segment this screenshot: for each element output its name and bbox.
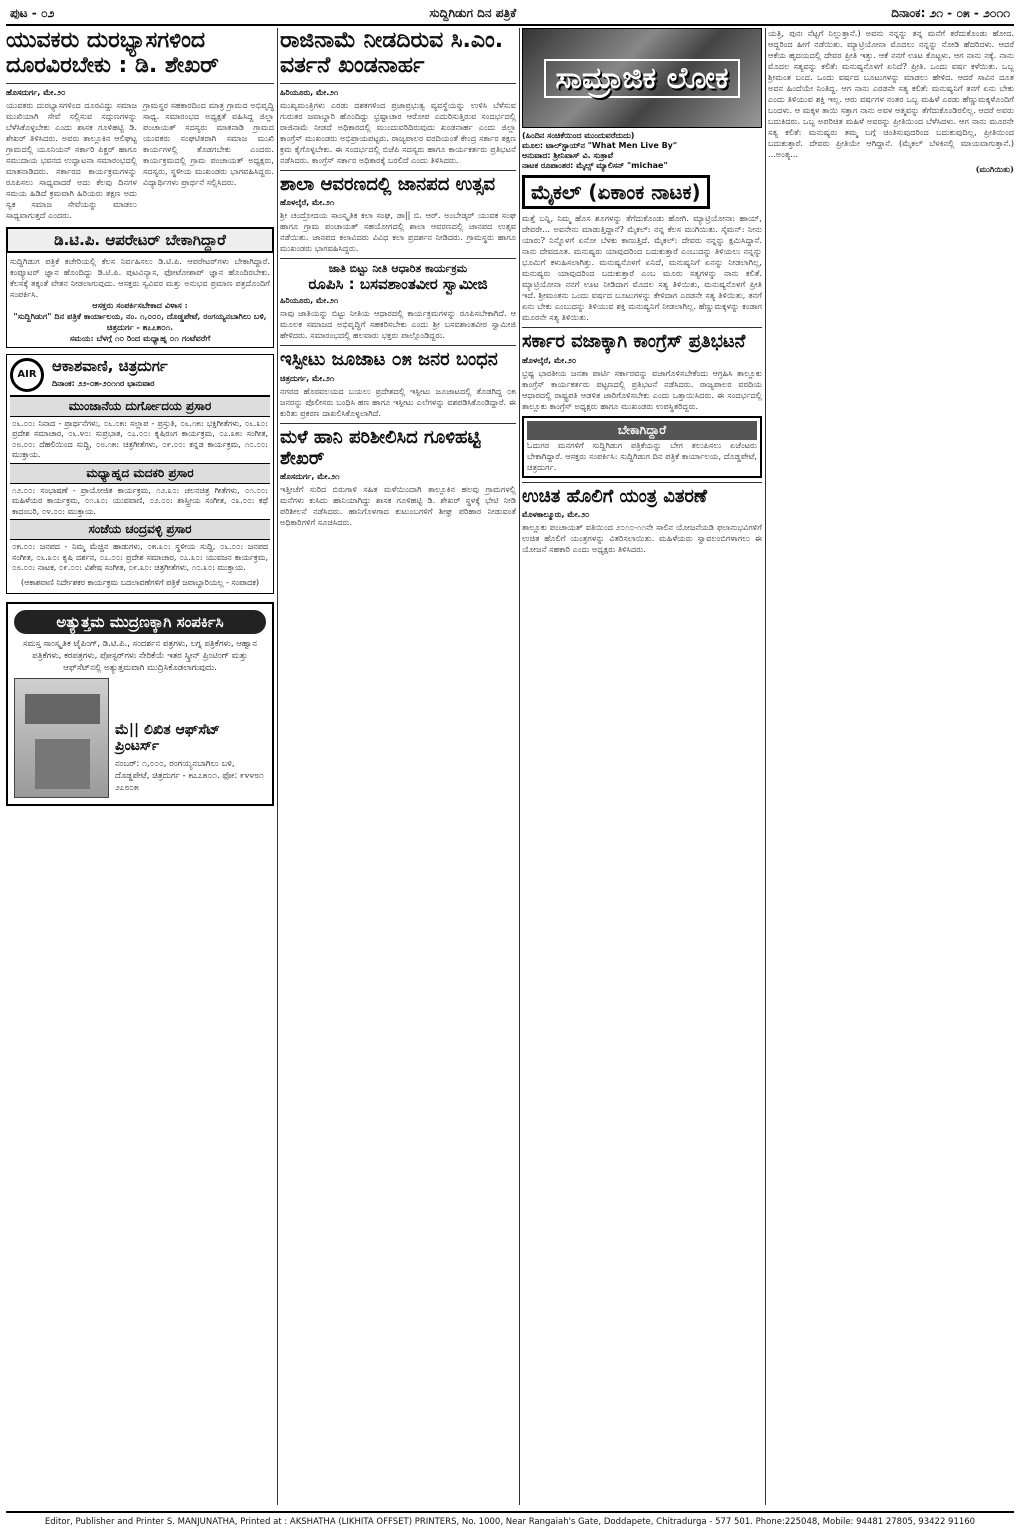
article-text: ಭ್ರಷ್ಟ ಭಾರತೀಯ ಜನತಾ ಪಾರ್ಟಿ ಸರ್ಕಾರವನ್ನು ವಜಾಗೊಳಿಸಬೇಕೆಂದು ಆಗ್ರಹಿಸಿ ತಾಲ್ಲೂಕು ಕಾಂಗ್ರೆಸ್ ಕಾರ್ಯಕರ್ತರು ಪಟ್ಟಣದಲ್ಲಿ ಪ್ರತಿಭಟನೆ ನಡೆಸಿದರು. ರಾಜ್ಯಪಾಲರ ವರದಿಯ ಆಧಾರದಲ್ಲಿ ರಾಷ್ಟ್ರಪತಿ ಆಡಳಿತ ಜಾರಿಗೊಳಿಸಬೇಕು ಎಂದು ಒತ್ತಾಯಿಸಿದರು. ಈ ಸಂದರ್ಭದಲ್ಲಿ ತಾಲ್ಲೂಕು ಕಾಂಗ್ರೆಸ್ ಅಧ್ಯಕ್ಷರು ಹಾಗೂ ಮುಖಂಡರು ಉಪಸ್ಥಿತರಿದ್ದರು.	[522, 367, 762, 411]
headline-sewing-machines: ಉಚಿತ ಹೊಲಿಗೆ ಯಂತ್ರ ವಿತರಣೆ	[522, 485, 708, 507]
wanted-text: ಓದುಗರ ಮನಗಳಿಗೆ ಸುದ್ದಿಗಿಡುಗ ಪತ್ರಿಕೆಯನ್ನು ಬೇಗ ತಲುಪಿಸಲು ಏಜೆಂಟರು ಬೇಕಾಗಿದ್ದಾರೆ. ಆಸಕ್ತರು ಸಂಪರ್ಕಿಸಿ: ಸುದ್ದಿಗಿಡುಗ ದಿನ ಪತ್ರಿಕೆ ಕಾರ್ಯಾಲಯ, ದೊಡ್ಡಪೇಟೆ, ಚಿತ್ರದುರ್ಗ.	[527, 439, 757, 472]
dateline: ಹಿರಿಯೂರು, ಮೇ.೨೧	[280, 296, 339, 306]
job-ad-time: ಸಮಯ: ಬೆಳಗ್ಗೆ ೧೦ ರಿಂದ ಮಧ್ಯಾಹ್ನ ೦೧ ಗಂಟೆವರೆಗೆ	[69, 332, 211, 343]
dateline: ಮೊಳಕಾಲ್ಮೂರು, ಮೇ.೨೦	[522, 510, 590, 520]
article-text: ಯುವಕರು ದುರಭ್ಯಾಸಗಳಿಂದ ದೂರವಿದ್ದು ಸಮಾಜ ಮುಖಿಯಾಗಿ ಸೇವೆ ಸಲ್ಲಿಸುವ ಸದ್ಗುಣಗಳನ್ನು ಬೆಳೆಸಿಕೊಳ್ಳಬೇಕು ಎಂದು ಶಾಸಕ ಗೂಳಿಹಟ್ಟಿ ಡಿ. ಶೇಖರ್ ತಿಳಿಸಿದರು. ಅವರು ತಾಲ್ಲೂಕಿನ ಆಲಿಘಟ್ಟ ಗ್ರಾಮದಲ್ಲಿ ಯೂನಿಯನ್ ಸರ್ಕಾರಿ ಪಿಕ್ಚರ್ ಹಾಗೂ ಸಮುದಾಯ ಭವನದ ಉದ್ಘಾಟನಾ ಸಮಾರಂಭದಲ್ಲಿ ಮಾತನಾಡಿದರು. ಸರ್ಕಾರದ ಕಾರ್ಯಕ್ರಮಗಳನ್ನು ರೂಪಿಸಲು ಸಾಧ್ಯವಾದರೆ ಅದು ಕೆಲವು ದಿನಗಳ ಸಮಯ ಹಿಡಿದೆ ಕ್ರಮವಾಗಿ ಹಿರಿಯರು ತಕ್ಷಣ ಅದು ಸ್ವಕ ಸಮಾಜ ಸೇವೆಯನ್ನು ಮಾಡಲು ಸಾಧ್ಯವಾಗುತ್ತದೆ ಎಂದರು.	[6, 99, 137, 220]
band-afternoon: ಮಧ್ಯಾಹ್ನದ ಮದಕರಿ ಪ್ರಸಾರ	[10, 463, 270, 484]
adaptation-credit: ನಾಟಕ ರೂಪಾಂತರ: ಮೈಲ್ಸ್ ಮ್ಯಾಲಿಸನ್ "michae"	[522, 161, 668, 170]
page-number: ಪುಟ - ೦೨	[10, 5, 55, 20]
headline-cm-resign: ರಾಜಿನಾಮೆ ನೀಡದಿರುವ ಸಿ.ಎಂ. ವರ್ತನೆ ಖಂಡನಾರ್ಹ	[280, 28, 504, 79]
radio-date: ದಿನಾಂಕ: ೨೨-೦೫-೨೦೧೧ರ ಭಾನುವಾರ	[52, 378, 155, 388]
source-credit: ಮೂಲ: ಟಾಲ್‌ಸ್ಟಾಯ್‌ನ "What Men Live By"	[522, 141, 678, 150]
job-ad-heading: ಡಿ.ಟಿ.ಪಿ. ಆಪರೇಟರ್ ಬೇಕಾಗಿದ್ದಾರೆ	[6, 227, 274, 253]
printer-address: ನಂಬರ್: ೧,೦೦೦, ರಂಗಯ್ಯನಬಾಗಿಲು ಬಳಿ, ದೊಡ್ಡಪೇಟೆ, ಚಿತ್ರದುರ್ಗ - ೫೭೭೫೦೧. ಫೋ: ೯೪೪೮೧ ೨೭೮೦೫	[115, 759, 264, 794]
kicker-caste: ಜಾತಿ ಬಿಟ್ಟು ನೀತಿ ಆಧಾರಿತ ಕಾರ್ಯಕ್ರಮ	[328, 262, 468, 276]
job-ad-body: ಸುದ್ದಿಗಿಡುಗ ಪತ್ರಿಕೆ ಕಚೇರಿಯಲ್ಲಿ ಕೆಲಸ ನಿರ್ವಹಿಸಲು ಡಿ.ಟಿ.ಪಿ. ಆಪರೇಟರ್‌ಗಳು ಬೇಕಾಗಿದ್ದಾರೆ. ಕಂಪ್ಯೂಟರ್ ಜ್ಞಾನ ಹೊಂದಿದ್ದು ಡಿ.ಟಿ.ಪಿ. ಪುಟವಿನ್ಯಾಸ, ಫೋಟೋಶಾಪ್ ಜ್ಞಾನ ಹೊಂದಿರಬೇಕು. ಕೆಲಸಕ್ಕೆ ತಕ್ಕಂತೆ ವೇತನ ನೀಡಲಾಗುವುದು. ಆಸಕ್ತರು ಸ್ವವಿವರ ಮತ್ತು ಅನುಭವ ಪ್ರಮಾಣ ಪತ್ರದೊಂದಿಗೆ ಸಂಪರ್ಕಿಸಿ.	[10, 255, 270, 299]
wanted-heading: ಬೇಕಾಗಿದ್ದಾರೆ	[527, 421, 757, 440]
continued-caption: (ಹಿಂದಿನ ಸಂಚಿಕೆಯಿಂದ ಮುಂದುವರೆದುದು)	[522, 131, 635, 140]
play-continuation-text: ಯತ್ರಿ, ಪುನಃ ನೆಟ್ಟಗೆ ನಿಲ್ಲುತ್ತಾನೆ.) ಅವನು ನನ್ನನ್ನು ತನ್ನ ಮನೆಗೆ ಕರೆದುಕೊಂಡು ಹೋದ. ಆದ್ದರಿಂದ ಹೀಗೆ ನಡೆಯಿತು. ಮ್ಯಾಟ್ರಿಯೋನಾ ಮೊದಲು ನನ್ನನ್ನು ನೋಡಿ ಹೆದರಿದಳು. ಆದರೆ ಆಕೆಯ ಹೃದಯದಲ್ಲಿ ದೇವರ ಪ್ರೀತಿ ಇತ್ತು. ಆಕೆ ನನಗೆ ಊಟ ಕೊಟ್ಟಳು. ಆಗ ನಾನು ನಕ್ಕೆ. ನಾನು ಮೊದಲ ಸತ್ಯವನ್ನು ಕಲಿತೆ: ಮನುಷ್ಯನೊಳಗೆ ಏನಿದೆ? ಪ್ರೀತಿ. ಒಂದು ವರ್ಷ ಕಳೆಯಿತು. ಒಬ್ಬ ಶ್ರೀಮಂತ ಬಂದ. ಒಂದು ವರ್ಷದ ಬೂಟುಗಳನ್ನು ಮಾಡಲು ಹೇಳಿದ. ಆದರೆ ಸಾವಿನ ದೂತ ಅವನ ಹಿಂದೆಯೇ ನಿಂತಿದ್ದ. ಆಗ ನಾನು ಎರಡನೇ ಸತ್ಯ ಕಲಿತೆ: ಮನುಷ್ಯನಿಗೆ ತನಗೆ ಏನು ಬೇಕು ಎಂದು ತಿಳಿಯುವ ಶಕ್ತಿ ಇಲ್ಲ. ಆರು ವರ್ಷಗಳ ನಂತರ ಒಬ್ಬ ಮಹಿಳೆ ಎರಡು ಹೆಣ್ಣುಮಕ್ಕಳೊಂದಿಗೆ ಬಂದಳು. ಆ ಮಕ್ಕಳ ತಾಯಿ ಸತ್ತಾಗ ನಾನು ಅವಳ ಆತ್ಮವನ್ನು ತೆಗೆದುಕೊಂಡಿರಲಿಲ್ಲ. ಆದರೆ ಅವರು ಬದುಕಿದರು. ಒಬ್ಬ ಅಪರಿಚಿತ ಮಹಿಳೆ ಅವರನ್ನು ಪ್ರೀತಿಯಿಂದ ಬೆಳೆಸಿದಳು. ಆಗ ನಾನು ಮೂರನೇ ಸತ್ಯ ಕಲಿತೆ: ಮನುಷ್ಯರು ತಮ್ಮ ಬಗ್ಗೆ ಚಿಂತಿಸುವುದರಿಂದ ಬದುಕುವುದಿಲ್ಲ, ಪ್ರೀತಿಯಿಂದ ಬದುಕುತ್ತಾರೆ. ದೇವರು ಪ್ರೀತಿಯೇ ಆಗಿದ್ದಾನೆ. (ಮೈಕಲ್ ಬೆಳಕಿನಲ್ಲಿ ಮಾಯವಾಗುತ್ತಾನೆ.) ...ಅಂತ್ಯ...	[768, 28, 1014, 159]
schedule-afternoon: ೧೨.೦೦: ಸಂಭಾಷಣೆ - ಪ್ರಾಯೋಜಿತ ಕಾರ್ಯಕ್ರಮ, ೧೨.೩೦: ಚಲನಚಿತ್ರ ಗೀತೆಗಳು, ೦೧.೦೦: ಮಹಿಳೆಯರ ಕಾರ್ಯಕ್ರಮ, ೦೧.೩೦: ಯುವವಾಣಿ, ೦೨.೦೦: ಶಾಸ್ತ್ರೀಯ ಸಂಗೀತ, ೦೩.೦೦: ಕಥೆ ಕಾದಂಬರಿ, ೦೪.೦೦: ಮುಕ್ತಾಯ.	[12, 485, 268, 516]
job-ad-contact: ಆಸಕ್ತರು ಸಂಪರ್ಕಿಸಬೇಕಾದ ವಿಳಾಸ :	[92, 299, 188, 310]
column-four	[768, 28, 1014, 1505]
headline-folk-festival: ಶಾಲಾ ಆವರಣದಲ್ಲಿ ಜಾನಪದ ಉತ್ಸವ	[280, 173, 496, 195]
article-text: ಇತ್ತೀಚೆಗೆ ಸುರಿದ ಬಿರುಗಾಳಿ ಸಹಿತ ಮಳೆಯಿಂದಾಗಿ ತಾಲ್ಲೂಕಿನ ಹಲವು ಗ್ರಾಮಗಳಲ್ಲಿ ಮನೆಗಳು ಕುಸಿದು ಹಾನಿಯಾಗಿದ್ದು ಶಾಸಕ ಗೂಳಿಹಟ್ಟಿ ಡಿ. ಶೇಖರ್ ಸ್ಥಳಕ್ಕೆ ಭೇಟಿ ನೀಡಿ ಪರಿಶೀಲನೆ ನಡೆಸಿದರು. ಹಾನಿಗೊಳಗಾದ ಕುಟುಂಬಗಳಿಗೆ ಶೀಘ್ರ ಪರಿಹಾರ ನೀಡುವಂತೆ ಅಧಿಕಾರಿಗಳಿಗೆ ಸೂಚಿಸಿದರು.	[280, 484, 516, 528]
radio-header	[10, 358, 270, 396]
issue-date: ದಿನಾಂಕ: ೨೧ - ೦೫ - ೨೦೧೧	[891, 5, 1010, 20]
column-rule	[765, 28, 766, 1505]
translator-credit: ಅನುವಾದ: ಶ್ರೀನಿವಾಸ್ ವಿ. ಸುತ್ರಾವೆ	[522, 151, 614, 160]
article-text: ತಾಲ್ಲೂಕು ಪಂಚಾಯತ್ ವತಿಯಿಂದ ೨೦೧೦-೧೧ನೇ ಸಾಲಿನ ಯೋಜನೆಯಡಿ ಫಲಾನುಭವಿಗಳಿಗೆ ಉಚಿತ ಹೊಲಿಗೆ ಯಂತ್ರಗಳನ್ನು ವಿತರಿಸಲಾಯಿತು. ಮಹಿಳೆಯರು ಸ್ವಾವಲಂಬಿಗಳಾಗಲು ಈ ಯೋಜನೆ ಸಹಕಾರಿ ಎಂದು ಅಧ್ಯಕ್ಷರು ತಿಳಿಸಿದರು.	[522, 522, 762, 555]
article-text: ಗ್ರಾಮಸ್ಥರ ಸಹಕಾರದಿಂದ ಮಾತ್ರ ಗ್ರಾಮದ ಅಭಿವೃದ್ಧಿ ಸಾಧ್ಯ. ಸಮಾರಂಭದ ಅಧ್ಯಕ್ಷತೆ ವಹಿಸಿದ್ದ ಜಿಲ್ಲಾ ಪಂಚಾಯತ್ ಸದಸ್ಯರು ಮಾತನಾಡಿ ಗ್ರಾಮದ ಯುವಕರು ಸಂಘಟಿತರಾಗಿ ಸಮಾಜ ಮುಖಿ ಕಾರ್ಯಗಳಲ್ಲಿ ತೊಡಗಬೇಕು ಎಂದರು. ಕಾರ್ಯಕ್ರಮದಲ್ಲಿ ಗ್ರಾಮ ಪಂಚಾಯತ್ ಅಧ್ಯಕ್ಷರು, ಸದಸ್ಯರು, ಸ್ಥಳೀಯ ಮುಖಂಡರು ಭಾಗವಹಿಸಿದ್ದರು. ವಿದ್ಯಾರ್ಥಿಗಳು ಪ್ರಾರ್ಥನೆ ಸಲ್ಲಿಸಿದರು.	[143, 99, 274, 187]
printer-ad	[6, 602, 274, 806]
headline-youth: ಯುವಕರು ದುರಭ್ಯಾಸಗಳಿಂದ ದೂರವಿರಬೇಕು : ಡಿ. ಶೇಖರ್	[6, 28, 219, 79]
literary-banner	[522, 28, 762, 128]
radio-title: ಆಕಾಶವಾಣಿ, ಚಿತ್ರದುರ್ಗ	[52, 357, 168, 376]
article-text: ಶ್ರೀ ಚಂದ್ರೋದಯ ಸಾಂಸ್ಕೃತಿಕ ಕಲಾ ಸಂಘ, ಡಾ|| ಬಿ. ಆರ್. ಅಂಬೇಡ್ಕರ್ ಯುವಕ ಸಂಘ ಹಾಗೂ ಗ್ರಾಮ ಪಂಚಾಯತ್ ಸಹಯೋಗದಲ್ಲಿ ಶಾಲಾ ಆವರಣದಲ್ಲಿ ಜಾನಪದ ಉತ್ಸವ ನಡೆಯಿತು. ಜಾನಪದ ಕಲಾವಿದರು ವಿವಿಧ ಕಲಾ ಪ್ರದರ್ಶನ ನೀಡಿದರು. ಗ್ರಾಮಸ್ಥರು ಹಾಗೂ ಮುಖಂಡರು ಭಾಗವಹಿಸಿದ್ದರು.	[280, 210, 516, 254]
wanted-ad	[522, 416, 762, 478]
column-one	[6, 28, 274, 1505]
end-note: (ಮುಗಿಯಿತು)	[975, 164, 1014, 174]
article-text: ನಾವು ಜಾತಿಯನ್ನು ಬಿಟ್ಟು ನೀತಿಯ ಆಧಾರದಲ್ಲಿ ಕಾರ್ಯಕ್ರಮಗಳನ್ನು ರೂಪಿಸಬೇಕಾಗಿದೆ. ಆ ಮೂಲಕ ಸಮಾಜದ ಅಭಿವೃದ್ಧಿಗೆ ಸಹಕರಿಸಬೇಕು ಎಂದು ಶ್ರೀ ಬಸವಶಾಂತವೀರ ಸ್ವಾಮೀಜಿ ಹೇಳಿದರು. ಸಮಾರಂಭದಲ್ಲಿ ಹಲವಾರು ಭಕ್ತರು ಪಾಲ್ಗೊಂಡಿದ್ದರು.	[280, 308, 516, 341]
job-ad-text	[6, 253, 274, 348]
band-evening: ಸಂಜೆಯ ಚಂದ್ರವಳ್ಳಿ ಪ್ರಸಾರ	[10, 519, 270, 540]
columns-grid	[6, 28, 1014, 1505]
band-morning: ಮುಂಜಾನೆಯ ದುರ್ಗೋದಯ ಪ್ರಸಾರ	[10, 396, 270, 417]
article-text: ನಗರದ ಹೊರವಲಯದ ಬಯಲು ಪ್ರದೇಶದಲ್ಲಿ ಇಸ್ಪೀಟು ಜೂಜಾಟದಲ್ಲಿ ತೊಡಗಿದ್ದ ೦೫ ಜನರನ್ನು ಪೊಲೀಸರು ಬಂಧಿಸಿ ಹಣ ಹಾಗೂ ಇಸ್ಪೀಟು ಎಲೆಗಳನ್ನು ವಶಪಡಿಸಿಕೊಂಡಿದ್ದಾರೆ. ಈ ಕುರಿತು ಪ್ರಕರಣ ದಾಖಲಿಸಿಕೊಳ್ಳಲಾಗಿದೆ.	[280, 385, 516, 418]
dateline: ಹೊಸದುರ್ಗ, ಮೇ.೨೦	[6, 87, 66, 97]
headline-congress-protest: ಸರ್ಕಾರ ವಜಾಕ್ಕಾಗಿ ಕಾಂಗ್ರೆಸ್ ಪ್ರತಿಭಟನೆ	[522, 331, 746, 352]
akashvani-logo-icon: AIR	[10, 358, 44, 392]
headline-rain-damage: ಮಳೆ ಹಾನಿ ಪರಿಶೀಲಿಸಿದ ಗೂಳಿಹಟ್ಟಿ ಶೇಖರ್	[280, 426, 481, 469]
radio-schedule	[6, 354, 274, 595]
paper-name: ಸುದ್ದಿಗಿಡುಗ ದಿನ ಪತ್ರಿಕೆ	[429, 5, 517, 20]
column-two	[280, 28, 516, 1505]
printer-ad-title: ಅತ್ಯುತ್ತಮ ಮುದ್ರಣಕ್ಕಾಗಿ ಸಂಪರ್ಕಿಸಿ	[14, 610, 266, 634]
masthead-strip	[6, 6, 1014, 26]
column-rule	[519, 28, 520, 1505]
radio-note: (ಆಕಾಶವಾಣಿ ನಿರ್ದೇಶಕರ ಕಾರ್ಯಕ್ರಮ ಬದಲಾವಣೆಗಳಿಗೆ ಪತ್ರಿಕೆ ಜವಾಬ್ದಾರಿಯಲ್ಲ - ಸಂಪಾದಕ)	[20, 577, 260, 587]
dateline: ಚಿತ್ರದುರ್ಗ, ಮೇ.೨೧	[280, 373, 335, 383]
banner-title: ಸಾಮ್ರಾಜಿಕ ಲೋಕ	[544, 59, 741, 98]
printer-ad-body: ಸಮಸ್ತ ಸಾಂಸ್ಕೃತಿಕ ಟೈಪಿಂಗ್, ಡಿ.ಟಿ.ಪಿ., ಸಂದರ್ಶನ ಪತ್ರಗಳು, ಲಗ್ನ ಪತ್ರಿಕೆಗಳು, ಆಹ್ವಾನ ಪತ್ರಿಕೆಗಳು, ಕರಪತ್ರಗಳು, ಪೋಸ್ಟರ್‌ಗಳು ನೇರಿಕೆಯೆ ಇತರ ಸ್ಕ್ರೀನ್ ಪ್ರಿಂಟಿಂಗ್ ಮತ್ತು ಆಫ್‌ಸೆಟ್‌ನಲ್ಲಿ ಅತ್ಯುತ್ತಮವಾಗಿ ಮುದ್ರಿಸಿಕೊಡಲಾಗುವುದು.	[22, 639, 258, 674]
printing-press-image	[14, 678, 109, 798]
dateline: ಹೊಳಲ್ಕೆರೆ, ಮೇ.೨೦	[522, 355, 577, 365]
schedule-morning: ೦೬.೦೦: ನಿನಾದ - ಪ್ರಾರ್ಥನೆಗಳು, ೦೬.೦೫: ಸಲ್ಲಾಪ - ಪ್ರಸ್ತುತಿ, ೦೬.೧೫: ಭಕ್ತಿಗೀತೆಗಳು, ೦೬.೩೦: ಪ್ರದೇಶ ಸಮಾಚಾರ, ೦೬.೪೦: ಸುಪ್ರಭಾತ, ೦೭.೦೦: ಕೃಷಿರಂಗ ಕಾರ್ಯಕ್ರಮ, ೦೭.೩೫: ಸಂಗೀತ, ೦೮.೦೦: ದೆಹಲಿಯಿಂದ ಸುದ್ದಿ, ೦೮.೧೫: ಚಿತ್ರಗೀತೆಗಳು, ೦೯.೦೦: ಕನ್ನಡ ಕಾರ್ಯಕ್ರಮ, ೧೦.೦೦: ಮುಕ್ತಾಯ.	[12, 418, 268, 460]
job-ad	[6, 227, 274, 348]
play-text: ಮತ್ತೆ ಬನ್ನಿ, ನಿಮ್ಮ ಹೊಸ ಶೂಗಳನ್ನು ತೆಗೆದುಕೊಂಡು ಹೋಗಿ. ಮ್ಯಾಟ್ರಿಯೋನಾ: ಹಾಯ್, ದೇವರೇ... ಅವನೇನು ಮಾಡುತ್ತಿದ್ದಾನೆ? ಮೈಕಲ್: ನನ್ನ ಕೆಲಸ ಮುಗಿಯಿತು. ಸೈಮನ್: ನೀನು ಯಾರು? ನಿನ್ನೊಳಗೆ ಏನೋ ಬೆಳಕು ಕಾಣುತ್ತಿದೆ. ಮೈಕಲ್: ದೇವರು ನನ್ನನ್ನು ಕ್ಷಮಿಸಿದ್ದಾನೆ. ನಾನು ದೇವದೂತ. ಮನುಷ್ಯರು ಯಾವುದರಿಂದ ಬದುಕುತ್ತಾರೆ ಎಂಬುದನ್ನು ತಿಳಿಯಲು ನನ್ನನ್ನು ಭೂಮಿಗೆ ಕಳುಹಿಸಲಾಗಿತ್ತು. ಮನುಷ್ಯನೊಳಗೆ ಏನಿದೆ, ಮನುಷ್ಯನಿಗೆ ಏನನ್ನು ನೀಡಲಾಗಿಲ್ಲ, ಮನುಷ್ಯರು ಯಾವುದರಿಂದ ಬದುಕುತ್ತಾರೆ ಎಂಬ ಮೂರು ಸತ್ಯಗಳನ್ನು ನಾನು ಕಲಿತೆ. ಮ್ಯಾಟ್ರಿಯೋನಾ ನನಗೆ ಊಟ ನೀಡಿದಾಗ ಮೊದಲ ಸತ್ಯ ತಿಳಿಯಿತು, ಮನುಷ್ಯನೊಳಗೆ ಪ್ರೀತಿ ಇದೆ. ಶ್ರೀಮಂತನು ಒಂದು ವರ್ಷದ ಬೂಟುಗಳನ್ನು ಕೇಳಿದಾಗ ಎರಡನೇ ಸತ್ಯ ತಿಳಿಯಿತು, ತನಗೆ ಏನು ಬೇಕು ಎಂಬುದನ್ನು ತಿಳಿಯುವ ಶಕ್ತಿ ಮನುಷ್ಯನಿಗೆ ನೀಡಲಾಗಿಲ್ಲ. ಹೆಣ್ಣುಮಕ್ಕಳನ್ನು ಕಂಡಾಗ ಮೂರನೇ ಸತ್ಯ ತಿಳಿಯಿತು.	[522, 213, 762, 322]
dateline: ಹೊಸದುರ್ಗ, ಮೇ.೨೧	[280, 472, 340, 482]
printer-firm-name: ಮೆ|| ಲಿಖಿತ ಆಫ್‌ಸೆಟ್ ಪ್ರಿಂಟರ್ಸ್	[115, 721, 220, 754]
schedule-evening: ೦೫.೦೦: ಜನಪದ - ನಿಮ್ಮ ಮೆಚ್ಚಿನ ಹಾಡುಗಳು, ೦೫.೩೦: ಸ್ಥಳೀಯ ಸುದ್ದಿ, ೦೬.೦೦: ಜನಪದ ಸಂಗೀತ, ೦೬.೩೦: ಕೃಷಿ ದರ್ಶನ, ೦೭.೦೦: ಪ್ರದೇಶ ಸಮಾಚಾರ, ೦೭.೩೦: ಯುವಜನ ಕಾರ್ಯಕ್ರಮ, ೦೮.೦೦: ನಾಟಕ, ೦೯.೦೦: ವಿಶೇಷ ಸಂಗೀತ, ೦೯.೩೦: ಚಿತ್ರಗೀತೆಗಳು, ೧೦.೩೦: ಮುಕ್ತಾಯ.	[12, 542, 268, 573]
headline-gambling-arrest: ಇಸ್ಪೀಟು ಜೂಜಾಟ ೦೫ ಜನರ ಬಂಧನ	[280, 349, 498, 371]
article-text: ಮುಖ್ಯಮಂತ್ರಿಗಳು ಎರಡು ದಶಕಗಳಿಂದ ಪ್ರಜಾಪ್ರಭುತ್ವ ವ್ಯವಸ್ಥೆಯನ್ನು ಉಳಿಸಿ ಬೆಳೆಸುವ ಗುರುತರ ಜವಾಬ್ದಾರಿ ಹೊಂದಿದ್ದು ಭ್ರಷ್ಟಾಚಾರ ಆರೋಪ ಎದುರಿಸುತ್ತಿರುವ ಸಂದರ್ಭದಲ್ಲಿ ರಾಜಿನಾಮೆ ನೀಡದೆ ಅಧಿಕಾರದಲ್ಲಿ ಮುಂದುವರಿದಿರುವುದು ಖಂಡನಾರ್ಹ ಎಂದು ಜಿಲ್ಲಾ ಕಾಂಗ್ರೆಸ್ ಮುಖಂಡರು ಅಭಿಪ್ರಾಯಪಟ್ಟರು. ರಾಜ್ಯಪಾಲರ ವರದಿಯಂತೆ ಕೇಂದ್ರ ಸರ್ಕಾರ ತಕ್ಷಣ ಕ್ರಮ ಕೈಗೊಳ್ಳಬೇಕು. ಈ ಸಂದರ್ಭದಲ್ಲಿ ಬಿಜೆಪಿ ಸದಸ್ಯರು ಹಾಗೂ ಕಾರ್ಯಕರ್ತರು ಪ್ರತಿಭಟನೆ ನಡೆಸಿದರು. ಕಾಂಗ್ರೆಸ್ ಸರ್ಕಾರ ಅಧಿಕಾರಕ್ಕೆ ಬರಲಿದೆ ಎಂದು ತಿಳಿಸಿದರು.	[280, 99, 516, 165]
headline-swamiji: ರೂಪಿಸಿ : ಬಸವಶಾಂತವೀರ ಸ್ವಾಮೀಜಿ	[308, 274, 488, 293]
play-title: ಮೈಕಲ್ (ಏಕಾಂಕ ನಾಟಕ)	[522, 175, 710, 209]
column-three	[522, 28, 762, 1505]
job-ad-address: "ಸುದ್ದಿಗಿಡುಗ" ದಿನ ಪತ್ರಿಕೆ ಕಾರ್ಯಾಲಯ, ನಂ. ೧,೦೦೦, ದೊಡ್ಡಪೇಟೆ, ರಂಗಯ್ಯನಬಾಗಿಲು ಬಳಿ, ಚಿತ್ರದುರ್ಗ - ೫೭೭೫೦೧.	[13, 310, 267, 332]
dateline: ಹೊಳಲ್ಕೆರೆ, ಮೇ.೨೧	[280, 198, 335, 208]
column-rule	[277, 28, 278, 1505]
dateline: ಹಿರಿಯೂರು, ಮೇ.೨೧	[280, 87, 339, 97]
printer-imprint: Editor, Publisher and Printer S. MANJUNATHA, Printed at : AKSHATHA (LIKHITA OFFSET) PRINTERS, No. 1000, Near Rangaiah's Gate, Doddapete, Chitradurga - 577 501. Phone:225048, Mobile: 94481 27805, 93422 91160	[6, 1511, 1014, 1527]
article-youth-body	[6, 100, 274, 221]
printer-ad-footer	[14, 678, 266, 798]
